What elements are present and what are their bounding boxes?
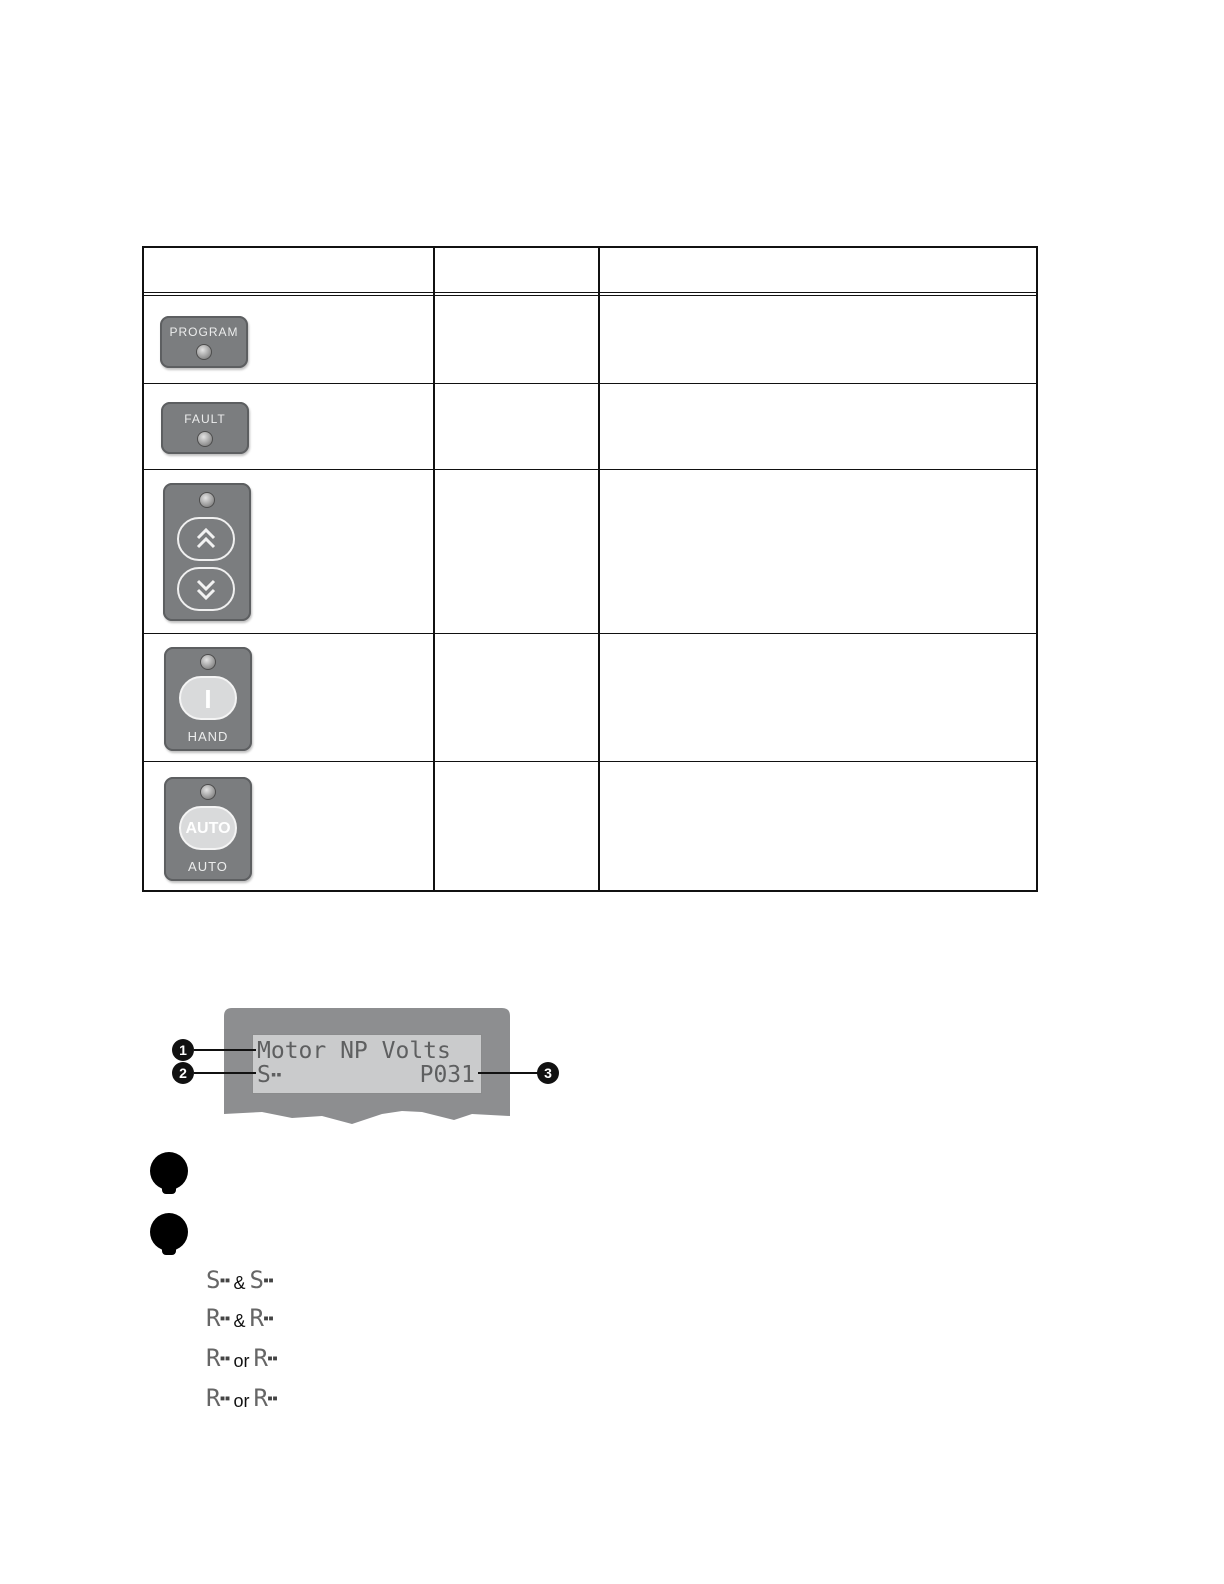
keypad-reference-table bbox=[142, 246, 1038, 892]
callout-3: 3 bbox=[537, 1062, 559, 1084]
legend-conjunction: or bbox=[233, 1391, 250, 1411]
legend-symbol: R▪▪ bbox=[249, 1304, 274, 1332]
down-arrow-button[interactable] bbox=[177, 567, 235, 611]
callout-1-leader bbox=[194, 1049, 256, 1051]
legend-row bbox=[206, 1264, 273, 1292]
lcd-status-char: S bbox=[257, 1062, 271, 1088]
callout-2-leader bbox=[194, 1072, 256, 1074]
program-led-icon bbox=[196, 344, 212, 360]
auto-key bbox=[164, 777, 252, 881]
callout-3-leader bbox=[478, 1072, 538, 1074]
up-down-keys bbox=[163, 483, 251, 621]
legend-symbol: S▪▪ bbox=[206, 1266, 230, 1294]
lcd-display-figure bbox=[222, 1008, 512, 1128]
up-arrow-button[interactable] bbox=[177, 517, 235, 561]
legend-row bbox=[206, 1382, 277, 1410]
lcd-parameter-number: P031 bbox=[419, 1062, 475, 1088]
hand-start-symbol: I bbox=[204, 684, 212, 714]
column-divider bbox=[433, 248, 435, 890]
hand-key-label: HAND bbox=[187, 729, 229, 744]
lcd-access-status bbox=[257, 1063, 282, 1087]
hand-start-button[interactable] bbox=[179, 676, 237, 720]
legend-conjunction: or bbox=[233, 1351, 250, 1371]
hand-key bbox=[164, 647, 252, 751]
lcd-screen bbox=[252, 1034, 482, 1094]
program-key-label: PROGRAM bbox=[169, 325, 239, 339]
fault-key[interactable] bbox=[161, 402, 249, 454]
legend-symbol: R▪▪ bbox=[206, 1344, 230, 1372]
bullet-marker bbox=[150, 1213, 188, 1251]
program-key[interactable] bbox=[160, 316, 248, 368]
auto-button[interactable] bbox=[179, 806, 237, 850]
double-chevron-up-icon bbox=[179, 519, 233, 559]
callout-2: 2 bbox=[172, 1062, 194, 1084]
fault-key-label: FAULT bbox=[184, 412, 226, 426]
legend-symbol: R▪▪ bbox=[206, 1304, 230, 1332]
legend-row bbox=[206, 1302, 273, 1330]
row-divider bbox=[144, 383, 1036, 384]
lcd-status-superscript-icon: ▪▪ bbox=[270, 1070, 282, 1080]
auto-led-icon bbox=[200, 784, 216, 800]
row-divider bbox=[144, 469, 1036, 470]
legend-conjunction: & bbox=[233, 1311, 246, 1331]
legend-symbol: R▪▪ bbox=[253, 1384, 278, 1412]
legend-symbol: S▪▪ bbox=[249, 1266, 274, 1294]
auto-button-text: AUTO bbox=[185, 820, 231, 837]
lcd-parameter-name: Motor NP Volts bbox=[257, 1038, 451, 1064]
hand-led-icon bbox=[200, 654, 216, 670]
legend-row bbox=[206, 1342, 277, 1370]
row-divider bbox=[144, 761, 1036, 762]
callout-1: 1 bbox=[172, 1039, 194, 1061]
bullet-marker bbox=[150, 1152, 188, 1190]
legend-symbol: R▪▪ bbox=[206, 1384, 230, 1412]
up-down-led-icon bbox=[199, 492, 215, 508]
fault-led-icon bbox=[197, 431, 213, 447]
legend-symbol: R▪▪ bbox=[253, 1344, 278, 1372]
auto-key-label: AUTO bbox=[188, 859, 228, 874]
row-divider bbox=[144, 633, 1036, 634]
table-header-row bbox=[144, 248, 1036, 296]
column-divider bbox=[598, 248, 600, 890]
double-chevron-down-icon bbox=[179, 569, 233, 609]
legend-conjunction: & bbox=[233, 1273, 246, 1293]
